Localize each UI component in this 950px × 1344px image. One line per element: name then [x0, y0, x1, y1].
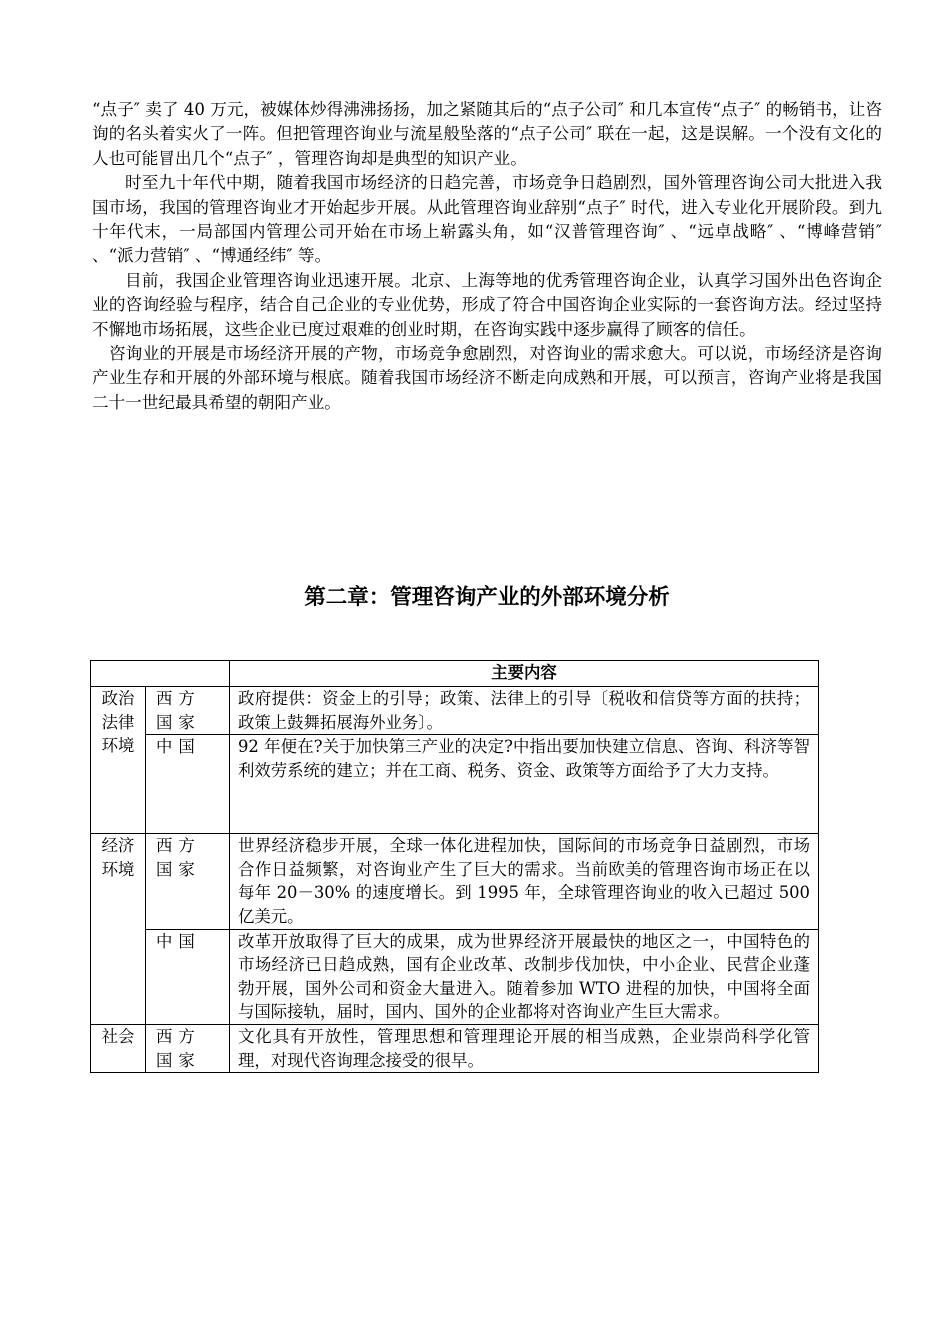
- content-cell: 92 年便在?关于加快第三产业的决定?中指出要加快建立信息、咨询、科济等智利效劳系统的建立；并在工商、税务、资金、政策等方面给予了大力支持。: [230, 735, 819, 834]
- region-cell: 中国: [146, 735, 230, 834]
- region-cell: 西方国家: [146, 834, 230, 929]
- table-header-main-content: 主要内容: [230, 661, 819, 687]
- body-text: [92, 98, 882, 415]
- table-header-row: [91, 661, 819, 687]
- region-cell: 西方国家: [146, 687, 230, 735]
- paragraph: “点子″ 卖了 40 万元，被媒体炒得沸沸扬扬，加之紧随其后的“点子公司″ 和几本宣传“点子″ 的畅销书，让咨询的名头着实火了一阵。但把管理咨询业与流星般坠落的“点子公司″ 联在一起，这是误解。一个没有文化的人也可能冒出几个“点子″ ，管理咨询却是典型的知识产业。: [92, 100, 882, 168]
- category-cell: 政治法律环境: [91, 687, 146, 834]
- category-cell: 社会: [91, 1024, 146, 1072]
- region-cell: 中国: [146, 929, 230, 1024]
- category-cell: 经济环境: [91, 834, 146, 1025]
- table-header-blank: [91, 661, 230, 687]
- table-row: [91, 1024, 819, 1072]
- chapter-title: 第二章：管理咨询产业的外部环境分析: [304, 585, 670, 610]
- content-cell: 文化具有开放性，管理思想和管理理论开展的相当成熟，企业崇尚科学化管理，对现代咨询理念接受的很早。: [230, 1024, 819, 1072]
- table-row: [91, 929, 819, 1024]
- content-cell: 世界经济稳步开展，全球一体化进程加快，国际间的市场竞争日益剧烈，市场合作日益频繁，对咨询业产生了巨大的需求。当前欧美的管理咨询市场正在以每年 20－30% 的速度增长。到 1995 年，全球管理咨询业的收入已超过 500 亿美元。: [230, 834, 819, 929]
- table-row: [91, 687, 819, 735]
- environment-table: [90, 660, 819, 1073]
- paragraph: 目前，我国企业管理咨询业迅速开展。北京、上海等地的优秀管理咨询企业，认真学习国外出色咨询企业的咨询经验与程序，结合自己企业的专业优势，形成了符合中国咨询企业实际的一套咨询方法。经过坚持不懈地市场拓展，这些企业已度过艰难的创业时期，在咨询实践中逐步赢得了顾客的信任。: [92, 270, 882, 339]
- paragraph: 时至九十年代中期，随着我国市场经济的日趋完善，市场竞争日趋剧烈，国外管理咨询公司大批进入我国市场，我国的管理咨询业才开始起步开展。从此管理咨询业辞别“点子″ 时代，进入专业化开展阶段。到九十年代末，一局部国内管理公司开始在市场上崭露头角，如“汉普管理咨询″ 、“远卓战略″ 、“博峰营销″ 、“派力营销″ 、“博通经纬″ 等。: [92, 173, 882, 266]
- content-cell: 改革开放取得了巨大的成果，成为世界经济开展最快的地区之一，中国特色的市场经济已日趋成熟，国有企业改革、改制步伐加快，中小企业、民营企业蓬勃开展，国外公司和资金大量进入。随着参加 WTO 进程的加快，中国将全面与国际接轨，届时，国内、国外的企业都将对咨询业产生巨大需求。: [230, 929, 819, 1024]
- content-cell: 政府提供：资金上的引导；政策、法律上的引导〔税收和信贷等方面的扶持；政策上鼓舞拓展海外业务〕。: [230, 687, 819, 735]
- region-cell: 西方国家: [146, 1024, 230, 1072]
- table-row: [91, 834, 819, 929]
- paragraph: 咨询业的开展是市场经济开展的产物，市场竞争愈剧烈，对咨询业的需求愈大。可以说，市场经济是咨询产业生存和开展的外部环境与根底。随着我国市场经济不断走向成熟和开展，可以预言，咨询产业将是我国二十一世纪最具希望的朝阳产业。: [92, 344, 882, 412]
- table-row: [91, 735, 819, 834]
